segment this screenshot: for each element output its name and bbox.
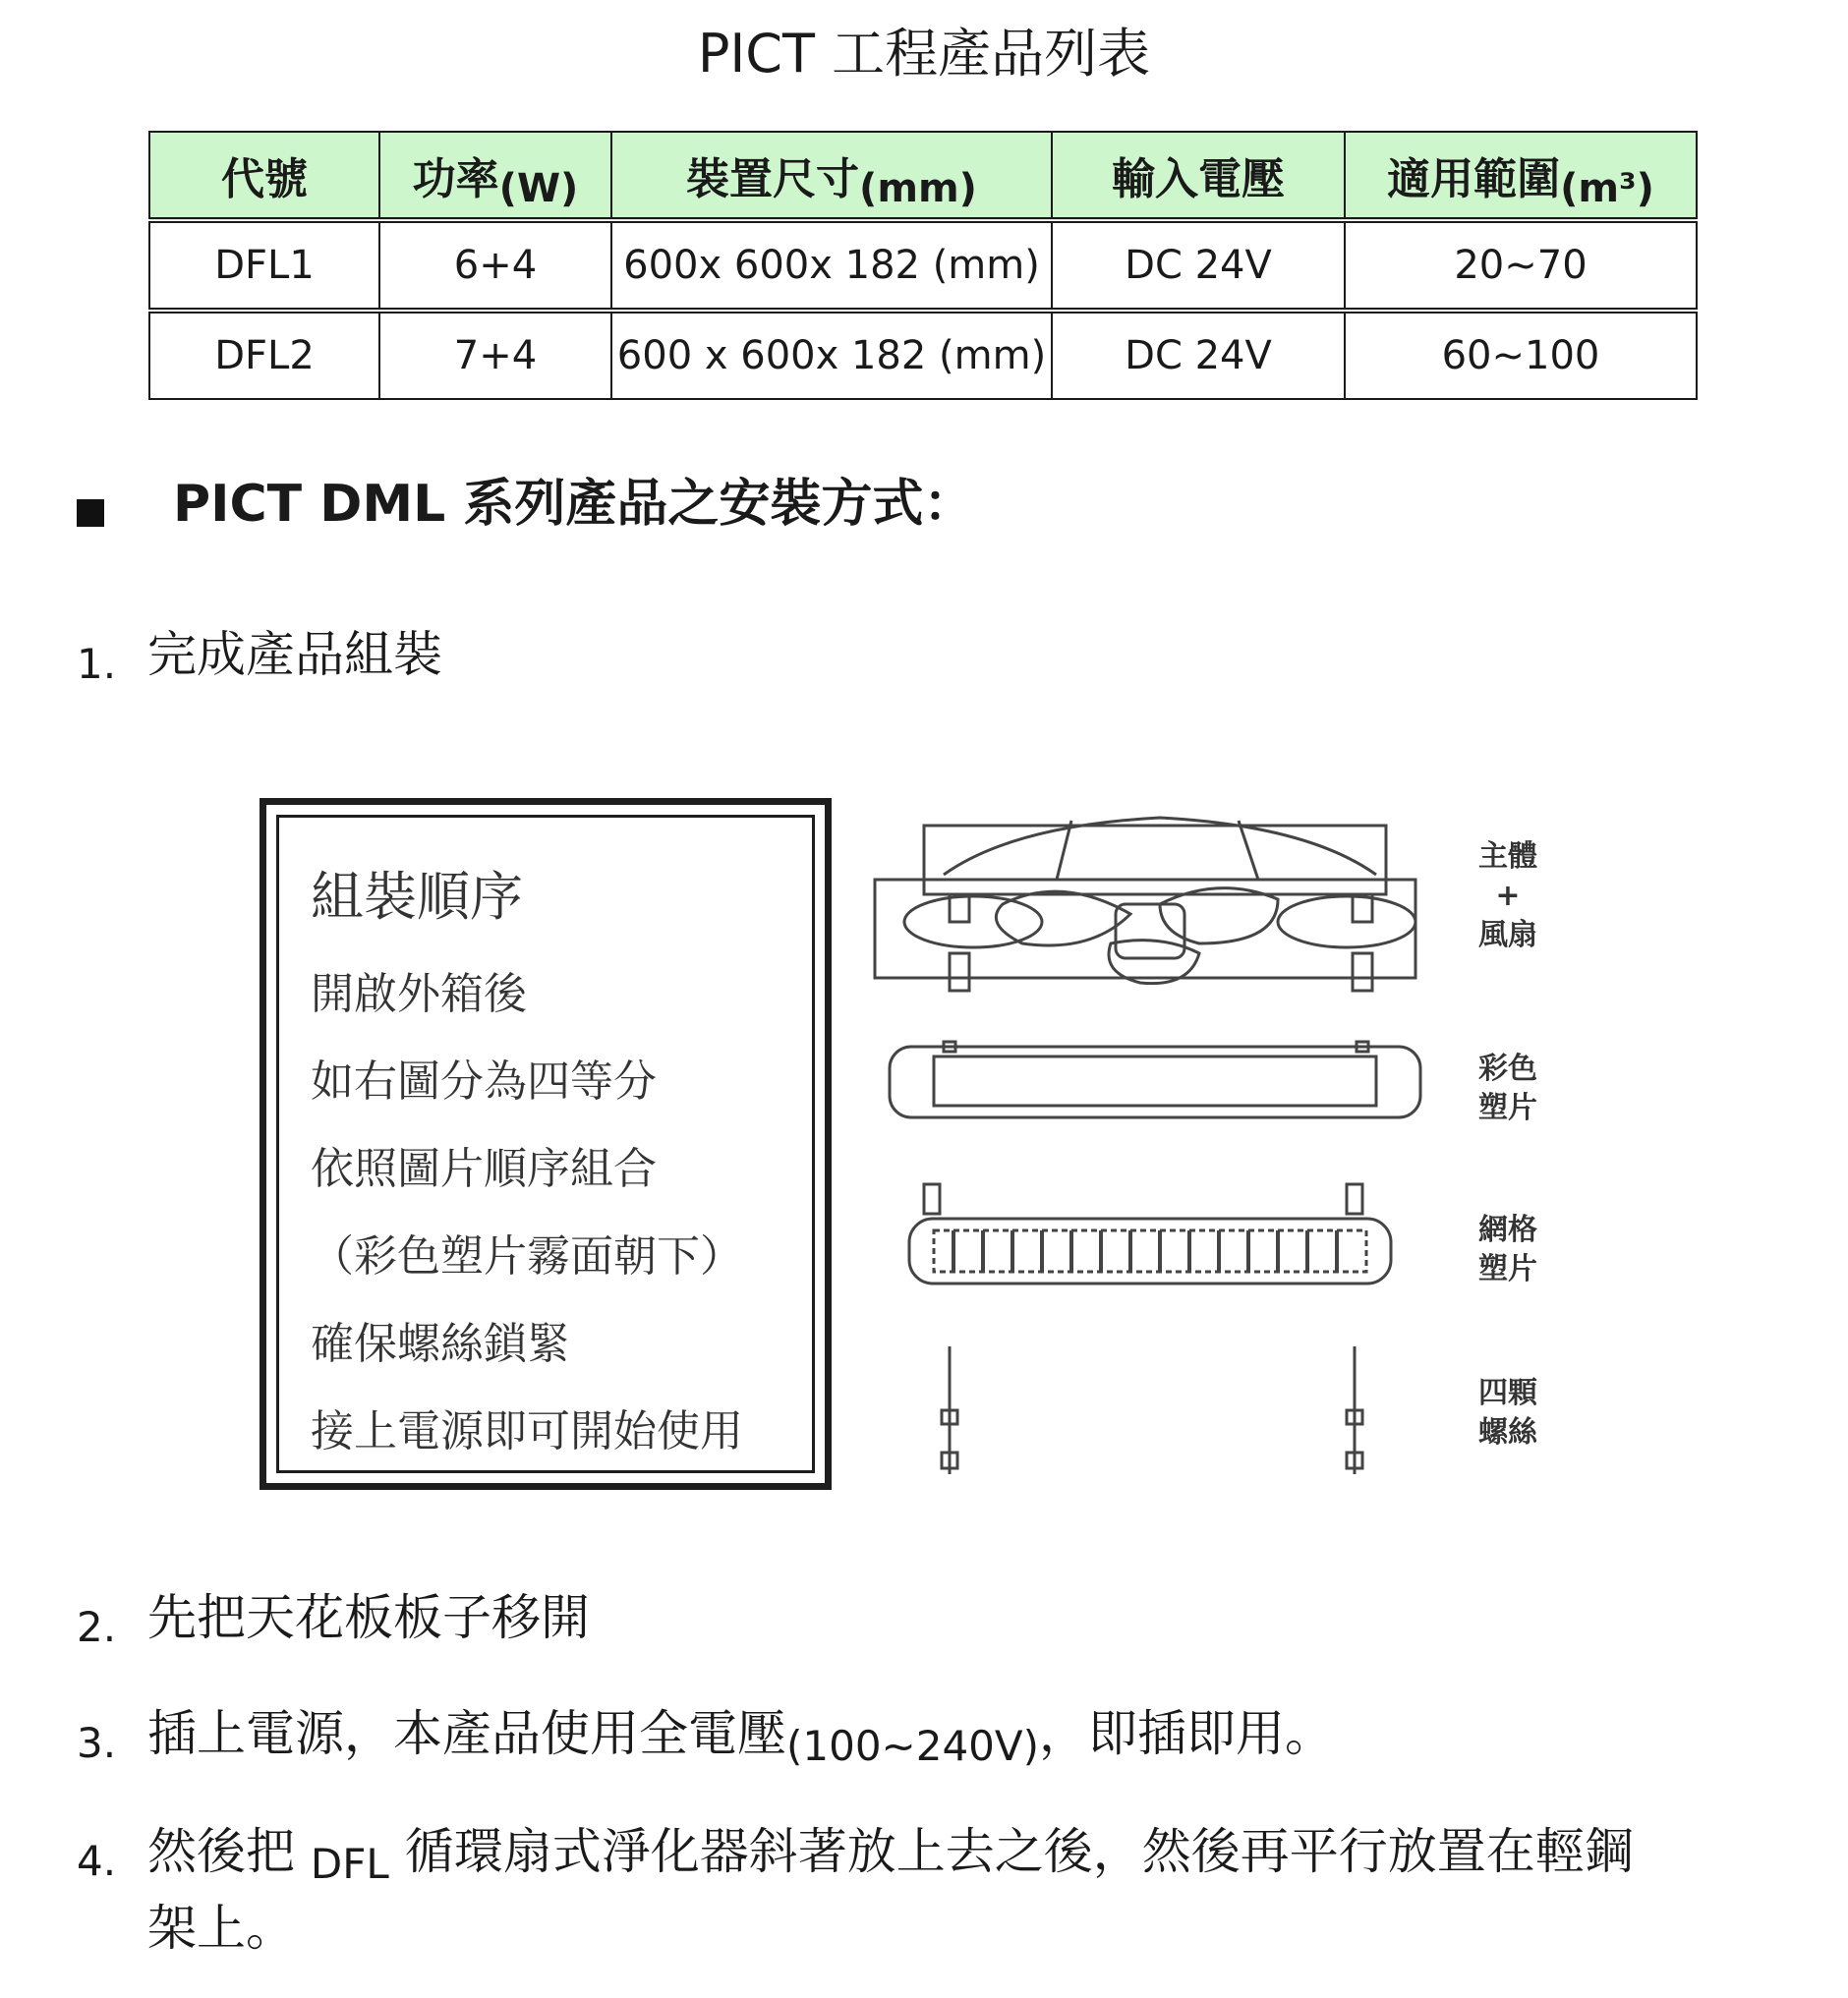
list-item: 依照圖片順序組合 (311, 1144, 657, 1194)
header-code: 代號 (149, 132, 379, 220)
list-item: （彩色塑片霧面朝下） (311, 1231, 743, 1282)
assembly-box-title: 組裝順序 (311, 866, 523, 928)
exploded-parts-diagram (865, 806, 1455, 1494)
assembly-order-box (260, 798, 832, 1490)
section-heading: PICT DML 系列產品之安裝方式： (77, 470, 974, 539)
step-text: 先把天花板板子移開 (147, 1589, 590, 1646)
step-text: 然後把 $_{DFL}$ 循環扇式淨化器斜著放上去之後，然後再平行放置在輕鋼 (147, 1823, 1634, 1888)
part-label-body-fan: 主體 + 風扇 (1478, 839, 1537, 952)
list-item: 確保螺絲鎖緊 (311, 1319, 570, 1369)
header-size: 裝置尺寸(mm) (611, 132, 1052, 220)
table-cell: DC 24V (1052, 220, 1345, 311)
step-number: 1. (77, 640, 117, 688)
table-row (149, 220, 1697, 311)
table-row (149, 311, 1697, 399)
table-cell: 600x 600x 182 (mm) (611, 220, 1052, 311)
list-item: 開啟外箱後 (311, 969, 527, 1019)
table-cell: DFL1 (149, 220, 379, 311)
part-label-color-plate: 彩色 塑片 (1478, 1052, 1537, 1125)
document-title: PICT 工程產品列表 (697, 23, 1151, 85)
fan-body-drawing (875, 818, 1415, 991)
table-cell: 600 x 600x 182 (mm) (611, 311, 1052, 399)
table-cell: 7+4 (379, 311, 611, 399)
step-number: 4. (77, 1837, 117, 1885)
assembly-box-inner-frame (276, 815, 815, 1473)
table-cell: 20~70 (1345, 220, 1697, 311)
part-label-grid-plate: 網格 塑片 (1478, 1213, 1537, 1286)
step-number: 3. (77, 1719, 117, 1767)
table-cell: 60~100 (1345, 311, 1697, 399)
table-cell: DFL2 (149, 311, 379, 399)
list-item: 如右圖分為四等分 (311, 1056, 657, 1107)
header-range: 適用範圍(m³) (1345, 132, 1697, 220)
header-power: 功率(W) (379, 132, 611, 220)
step-text-continued: 架上。 (147, 1900, 295, 1957)
assembly-instructions (311, 965, 743, 1490)
step-number: 2. (77, 1603, 117, 1651)
part-label-screws: 四顆 螺絲 (1478, 1376, 1537, 1450)
table-cell: DC 24V (1052, 311, 1345, 399)
step-text: 完成產品組裝 (147, 626, 442, 683)
list-item: 接上電源即可開始使用 (311, 1406, 743, 1456)
color-plate-drawing (890, 1042, 1420, 1117)
product-spec-table (148, 131, 1698, 400)
screws-drawing (942, 1346, 1362, 1474)
table-header-row (149, 132, 1697, 220)
grid-plate-drawing (909, 1184, 1391, 1284)
square-bullet-icon (77, 499, 104, 527)
header-voltage: 輸入電壓 (1052, 132, 1345, 220)
table-cell: 6+4 (379, 220, 611, 311)
step-text: 插上電源，本產品使用全電壓$_{(100\sim 240V)}$，即插即用。 (147, 1705, 1335, 1770)
